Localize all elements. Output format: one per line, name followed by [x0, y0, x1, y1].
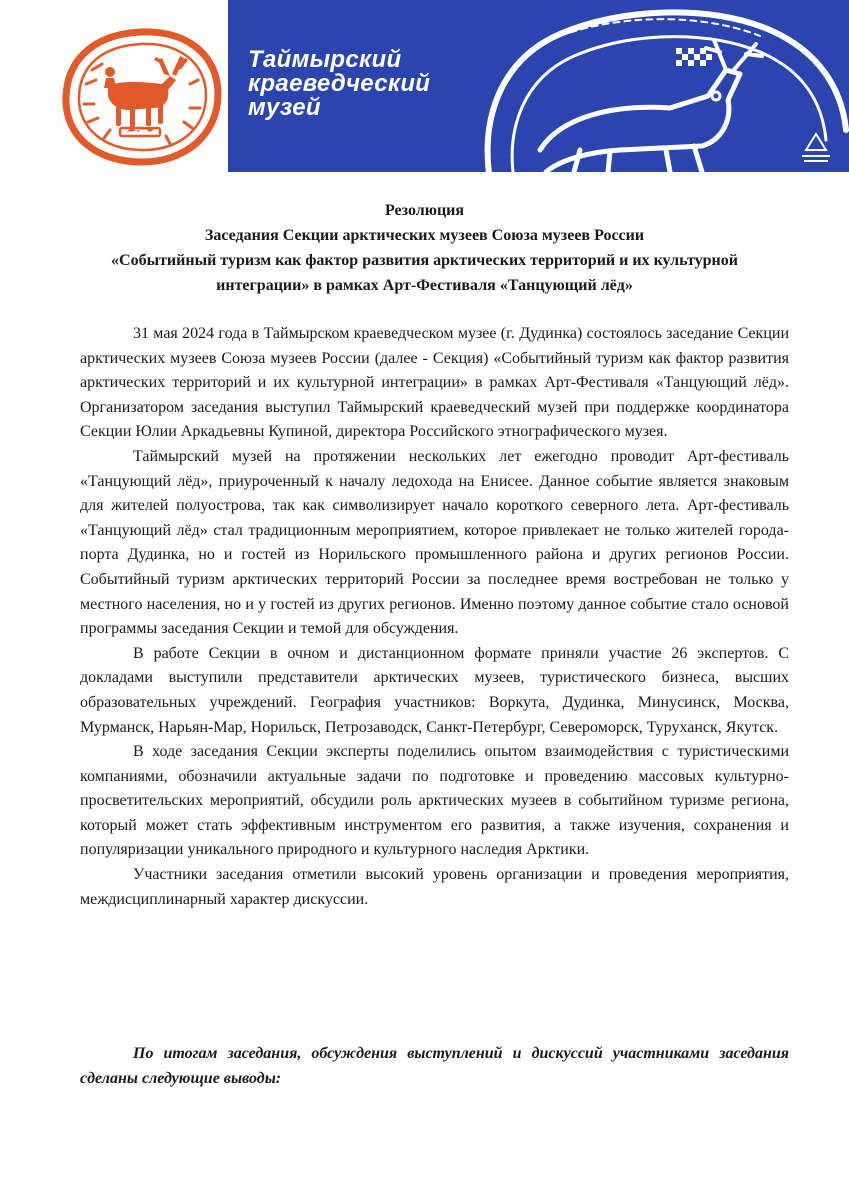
title-line-4: интеграции» в рамках Арт-Фестиваля «Танцующий лёд»	[216, 277, 633, 294]
reindeer-rock-art-logo-icon	[58, 24, 224, 168]
museum-name	[248, 48, 448, 120]
paragraph-1: 31 мая 2024 года в Таймырском краеведческом музее (г. Дудинка) состоялось заседание Секции арктических музеев Союза музеев России (далее - Секция) «Событийный туризм как фактор развития арктических территорий и их культурной интеграции» в рамках Арт-Фестиваля «Танцующий лёд». Организатором заседания выступил Таймырский краеведческий музей при поддержке координатора Секции Юлии Аркадьевны Купиной, директора Российского этнографического музея.	[80, 325, 789, 441]
conclusion-text: По итогам заседания, обсуждения выступлений и дискуссий участниками заседания сделаны следующие выводы:	[80, 1045, 789, 1087]
museum-name-line-2: краеведческий	[248, 70, 431, 97]
paragraph-4: В ходе заседания Секции эксперты поделились опытом взаимодействия с туристическими компаниями, обозначили актуальные задачи по подготовке и проведению массовых культурно-просветительских мероприятий, обсудили роль арктических музеев в событийном туризме региона, который может стать эффективным инструментом его развития, а также изучения, сохранения и популяризации уникального природного и культурного наследия Арктики.	[80, 743, 789, 859]
title-line-2: Заседания Секции арктических музеев Союза музеев России	[204, 227, 645, 244]
title-line-1: Резолюция	[384, 202, 465, 219]
document-title	[70, 198, 779, 298]
page-header	[0, 0, 849, 172]
paragraph-5: Участники заседания отметили высокий уровень организации и проведения мероприятия, междисциплинарный характер дискуссии.	[80, 866, 789, 908]
museum-name-line-1: Таймырский	[248, 46, 402, 73]
title-line-3: «Событийный туризм как фактор развития арктических территорий и их культурной	[111, 252, 738, 269]
museum-name-line-3: музей	[248, 94, 321, 121]
paragraph-2: Таймырский музей на протяжении нескольких лет ежегодно проводит Арт-фестиваль «Танцующий лёд», приуроченный к началу ледохода на Енисее. Данное событие является знаковым для жителей полуострова, так как символизирует начало короткого северного лета. Арт-фестиваль «Танцующий лёд» стал традиционным мероприятием, которое привлекает не только жителей города-порта Дудинка, но и гостей из Норильского промышленного района и других регионов России. Событийный туризм арктических территорий России за последнее время востребован не только у местного населения, но и у гостей из других регионов. Именно поэтому данное событие стало основой программы заседания Секции и темой для обсуждения.	[80, 447, 789, 638]
paragraph-3: В работе Секции в очном и дистанционном формате приняли участие 26 экспертов. С докладами выступили представители арктических музеев, туристического бизнеса, высших образовательных учреждений. География участников: Воркута, Дудинка, Минусинск, Москва, Мурманск, Нарьян-Мар, Норильск, Петрозаводск, Санкт-Петербург, Североморск, Туруханск, Якутск.	[80, 644, 789, 736]
document-body	[80, 322, 789, 912]
deer-ornament-decoration-icon	[470, 0, 849, 172]
